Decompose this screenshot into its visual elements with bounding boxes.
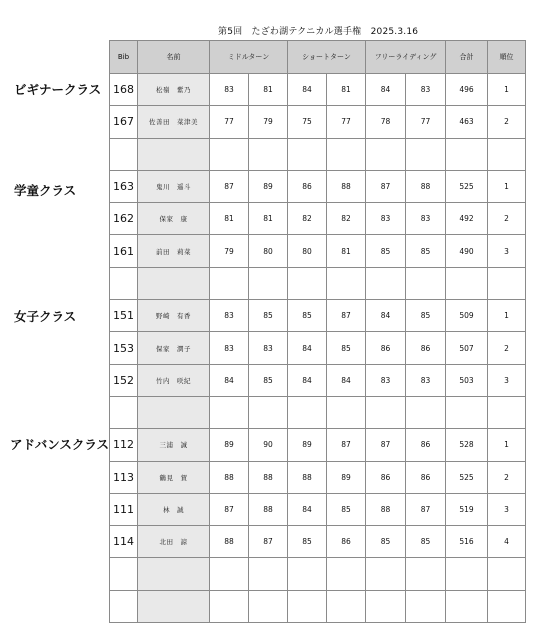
score-cell: 78 bbox=[366, 106, 406, 138]
header-rank: 順位 bbox=[488, 41, 526, 74]
score-cell: 85 bbox=[288, 300, 327, 332]
bib-cell: 112 bbox=[110, 429, 138, 461]
score-cell bbox=[366, 590, 406, 622]
score-cell: 83 bbox=[366, 203, 406, 235]
score-cell: 85 bbox=[406, 300, 446, 332]
bib-cell: 168 bbox=[110, 74, 138, 106]
name-cell bbox=[138, 267, 210, 299]
bib-cell: 161 bbox=[110, 235, 138, 267]
score-cell: 83 bbox=[210, 332, 249, 364]
score-cell bbox=[210, 396, 249, 428]
table-row bbox=[110, 106, 526, 138]
score-cell bbox=[406, 396, 446, 428]
score-cell: 87 bbox=[210, 493, 249, 525]
rank-cell: 2 bbox=[488, 461, 526, 493]
bib-cell: 114 bbox=[110, 526, 138, 558]
score-cell: 84 bbox=[210, 364, 249, 396]
score-cell: 85 bbox=[327, 493, 366, 525]
class-label-children: 学童クラス bbox=[14, 183, 77, 198]
score-cell: 87 bbox=[366, 170, 406, 202]
score-cell: 88 bbox=[288, 461, 327, 493]
name-cell: 野崎 有香 bbox=[138, 300, 210, 332]
rank-cell bbox=[488, 590, 526, 622]
name-cell bbox=[138, 396, 210, 428]
score-cell bbox=[249, 267, 288, 299]
total-cell bbox=[446, 138, 488, 170]
header-total: 合計 bbox=[446, 41, 488, 74]
total-cell bbox=[446, 558, 488, 590]
total-cell bbox=[446, 590, 488, 622]
score-cell: 87 bbox=[210, 170, 249, 202]
score-cell bbox=[366, 396, 406, 428]
total-cell: 490 bbox=[446, 235, 488, 267]
results-table bbox=[109, 40, 526, 623]
blank-row bbox=[110, 590, 526, 622]
score-cell: 83 bbox=[406, 74, 446, 106]
total-cell: 509 bbox=[446, 300, 488, 332]
bib-cell: 162 bbox=[110, 203, 138, 235]
table-row bbox=[110, 170, 526, 202]
name-cell: 松嶺 紫乃 bbox=[138, 74, 210, 106]
score-cell: 80 bbox=[249, 235, 288, 267]
total-cell bbox=[446, 396, 488, 428]
rank-cell: 2 bbox=[488, 332, 526, 364]
score-cell: 89 bbox=[210, 429, 249, 461]
score-cell bbox=[366, 267, 406, 299]
score-cell: 86 bbox=[327, 526, 366, 558]
score-cell: 80 bbox=[288, 235, 327, 267]
blank-row bbox=[110, 138, 526, 170]
score-cell: 86 bbox=[406, 332, 446, 364]
score-cell: 83 bbox=[249, 332, 288, 364]
score-cell: 86 bbox=[366, 461, 406, 493]
score-cell: 81 bbox=[210, 203, 249, 235]
score-cell bbox=[366, 558, 406, 590]
table-row bbox=[110, 461, 526, 493]
score-cell bbox=[249, 396, 288, 428]
score-cell bbox=[406, 590, 446, 622]
name-cell: 林 誠 bbox=[138, 493, 210, 525]
total-cell: 525 bbox=[446, 170, 488, 202]
score-cell: 81 bbox=[327, 74, 366, 106]
table-row bbox=[110, 526, 526, 558]
name-cell bbox=[138, 590, 210, 622]
blank-row bbox=[110, 267, 526, 299]
score-cell bbox=[327, 558, 366, 590]
score-cell bbox=[406, 138, 446, 170]
score-cell: 89 bbox=[288, 429, 327, 461]
score-cell: 82 bbox=[288, 203, 327, 235]
score-cell: 84 bbox=[288, 493, 327, 525]
rank-cell: 1 bbox=[488, 429, 526, 461]
name-cell: 前田 莉菜 bbox=[138, 235, 210, 267]
score-cell bbox=[288, 138, 327, 170]
score-cell: 84 bbox=[366, 74, 406, 106]
score-cell bbox=[288, 590, 327, 622]
score-cell: 87 bbox=[327, 429, 366, 461]
header-name: 名前 bbox=[138, 41, 210, 74]
score-cell: 81 bbox=[249, 203, 288, 235]
score-cell: 86 bbox=[366, 332, 406, 364]
bib-cell: 163 bbox=[110, 170, 138, 202]
score-cell: 85 bbox=[249, 300, 288, 332]
score-cell: 90 bbox=[249, 429, 288, 461]
header-free-riding: フリーライディング bbox=[366, 41, 446, 74]
score-cell: 85 bbox=[366, 526, 406, 558]
results-body bbox=[110, 74, 526, 623]
name-cell: 三浦 誠 bbox=[138, 429, 210, 461]
bib-cell bbox=[110, 267, 138, 299]
score-cell: 84 bbox=[366, 300, 406, 332]
score-cell: 88 bbox=[210, 461, 249, 493]
table-row bbox=[110, 74, 526, 106]
name-cell: 保家 康 bbox=[138, 203, 210, 235]
class-label-beginner: ビギナークラス bbox=[14, 82, 102, 97]
score-cell bbox=[327, 138, 366, 170]
rank-cell: 3 bbox=[488, 235, 526, 267]
score-cell bbox=[210, 138, 249, 170]
rank-cell: 3 bbox=[488, 364, 526, 396]
bib-cell: 151 bbox=[110, 300, 138, 332]
score-cell: 85 bbox=[406, 526, 446, 558]
score-cell: 85 bbox=[288, 526, 327, 558]
score-cell bbox=[406, 558, 446, 590]
score-cell: 85 bbox=[249, 364, 288, 396]
score-cell: 85 bbox=[327, 332, 366, 364]
table-row bbox=[110, 300, 526, 332]
score-cell: 75 bbox=[288, 106, 327, 138]
score-cell bbox=[249, 590, 288, 622]
rank-cell: 2 bbox=[488, 106, 526, 138]
score-cell: 83 bbox=[406, 203, 446, 235]
rank-cell bbox=[488, 267, 526, 299]
score-cell: 88 bbox=[366, 493, 406, 525]
bib-cell: 113 bbox=[110, 461, 138, 493]
name-cell bbox=[138, 138, 210, 170]
bib-cell: 153 bbox=[110, 332, 138, 364]
score-cell: 88 bbox=[249, 493, 288, 525]
bib-cell bbox=[110, 396, 138, 428]
score-cell: 79 bbox=[249, 106, 288, 138]
title-text: 第5回 たざわ湖テクニカル選手権 2025.3.16 bbox=[218, 27, 419, 37]
score-cell: 87 bbox=[366, 429, 406, 461]
score-cell bbox=[288, 396, 327, 428]
class-label-women: 女子クラス bbox=[14, 309, 77, 324]
name-cell: 鶴見 賀 bbox=[138, 461, 210, 493]
score-cell bbox=[210, 558, 249, 590]
score-cell bbox=[210, 267, 249, 299]
total-cell: 503 bbox=[446, 364, 488, 396]
table-row bbox=[110, 332, 526, 364]
bib-cell bbox=[110, 590, 138, 622]
header-row bbox=[110, 41, 526, 74]
score-cell: 86 bbox=[288, 170, 327, 202]
score-cell: 81 bbox=[327, 235, 366, 267]
score-cell: 83 bbox=[210, 74, 249, 106]
score-cell: 89 bbox=[249, 170, 288, 202]
score-cell: 86 bbox=[406, 429, 446, 461]
rank-cell bbox=[488, 558, 526, 590]
header-middle-turn: ミドルターン bbox=[210, 41, 288, 74]
rank-cell: 1 bbox=[488, 74, 526, 106]
score-cell: 81 bbox=[249, 74, 288, 106]
name-cell: 北田 諒 bbox=[138, 526, 210, 558]
rank-cell: 1 bbox=[488, 300, 526, 332]
header-bib: Bib bbox=[110, 41, 138, 74]
score-cell bbox=[327, 396, 366, 428]
score-cell: 83 bbox=[366, 364, 406, 396]
rank-cell: 2 bbox=[488, 203, 526, 235]
total-cell bbox=[446, 267, 488, 299]
header-short-turn: ショートターン bbox=[288, 41, 366, 74]
class-label-advance: アドバンスクラス bbox=[10, 437, 110, 452]
rank-cell: 1 bbox=[488, 170, 526, 202]
name-cell bbox=[138, 558, 210, 590]
score-cell bbox=[249, 138, 288, 170]
total-cell: 528 bbox=[446, 429, 488, 461]
score-cell: 85 bbox=[366, 235, 406, 267]
score-cell bbox=[210, 590, 249, 622]
score-cell: 77 bbox=[327, 106, 366, 138]
score-cell: 87 bbox=[249, 526, 288, 558]
score-cell: 88 bbox=[406, 170, 446, 202]
blank-row bbox=[110, 558, 526, 590]
total-cell: 507 bbox=[446, 332, 488, 364]
total-cell: 463 bbox=[446, 106, 488, 138]
table-row bbox=[110, 203, 526, 235]
rank-cell bbox=[488, 138, 526, 170]
bib-cell: 167 bbox=[110, 106, 138, 138]
bib-cell: 152 bbox=[110, 364, 138, 396]
table-row bbox=[110, 364, 526, 396]
score-cell: 89 bbox=[327, 461, 366, 493]
score-cell bbox=[366, 138, 406, 170]
total-cell: 525 bbox=[446, 461, 488, 493]
score-cell: 77 bbox=[406, 106, 446, 138]
score-cell bbox=[288, 558, 327, 590]
table-row bbox=[110, 429, 526, 461]
score-cell: 83 bbox=[210, 300, 249, 332]
score-cell bbox=[406, 267, 446, 299]
score-cell: 82 bbox=[327, 203, 366, 235]
score-cell: 85 bbox=[406, 235, 446, 267]
total-cell: 492 bbox=[446, 203, 488, 235]
score-cell: 79 bbox=[210, 235, 249, 267]
score-cell: 84 bbox=[288, 364, 327, 396]
score-cell: 84 bbox=[288, 74, 327, 106]
table-row bbox=[110, 493, 526, 525]
score-cell: 87 bbox=[327, 300, 366, 332]
score-cell bbox=[249, 558, 288, 590]
name-cell: 佐善田 菜津美 bbox=[138, 106, 210, 138]
score-cell: 84 bbox=[327, 364, 366, 396]
score-cell: 88 bbox=[210, 526, 249, 558]
rank-cell: 3 bbox=[488, 493, 526, 525]
table-row bbox=[110, 235, 526, 267]
name-cell: 保家 潤子 bbox=[138, 332, 210, 364]
bib-cell: 111 bbox=[110, 493, 138, 525]
score-cell: 86 bbox=[406, 461, 446, 493]
total-cell: 516 bbox=[446, 526, 488, 558]
score-cell bbox=[327, 267, 366, 299]
total-cell: 496 bbox=[446, 74, 488, 106]
rank-cell: 4 bbox=[488, 526, 526, 558]
score-cell bbox=[288, 267, 327, 299]
score-cell: 84 bbox=[288, 332, 327, 364]
bib-cell bbox=[110, 558, 138, 590]
total-cell: 519 bbox=[446, 493, 488, 525]
name-cell: 鬼川 遥斗 bbox=[138, 170, 210, 202]
score-cell: 88 bbox=[249, 461, 288, 493]
score-cell bbox=[327, 590, 366, 622]
name-cell: 竹内 咲紀 bbox=[138, 364, 210, 396]
score-cell: 77 bbox=[210, 106, 249, 138]
score-cell: 88 bbox=[327, 170, 366, 202]
score-cell: 83 bbox=[406, 364, 446, 396]
score-cell: 87 bbox=[406, 493, 446, 525]
blank-row bbox=[110, 396, 526, 428]
bib-cell bbox=[110, 138, 138, 170]
rank-cell bbox=[488, 396, 526, 428]
